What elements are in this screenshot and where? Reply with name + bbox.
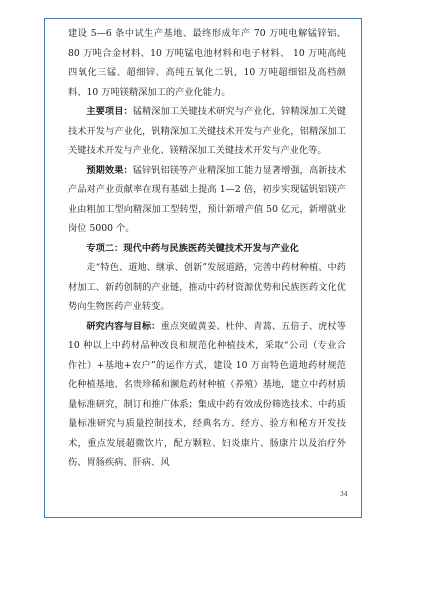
page-number: 34 <box>340 491 348 498</box>
main-projects-text: 锰精深加工关键技术研究与产业化，锌精深加工关键技术开发与产业化，钒精深加工关键技术开发与产业化，铝精深加工关键技术开发与产业化、镁精深加工关键技术开发与产业化等。 <box>68 106 347 156</box>
paragraph-production-capacity: 建设 5—6 条中试生产基地、最终形成年产 70 万吨电解锰锌铝、80 万吨合金材料、10 万吨锰电池材料和电子材料、 10 万吨高纯四氧化三锰、超细锌、高纯五氧化二钒，10 万吨超细铝及高档颜料、10 万吨镁精深加工的产业化能力。 <box>68 28 346 98</box>
paragraph-development-path: 走“特色、道地、继承、创新”发展道路，完善中药材种植、中药材加工、新药创制的产业链，推动中药材资源优势和民族医药文化优势向生物医药产业转变。 <box>68 262 346 312</box>
research-goals-text: 重点突破黄姜、杜仲、青蒿、五倍子、虎杖等 10 种以上中药材品种改良和规范化种植技术，采取“公司（专业合作社）+基地+农户”的运作方式，建设 10 万亩特色道地药材规范化种植基地、名贵珍稀和濒危药材种植（养殖）基地，建立中药材质量标准研究，制订和推广体系；集成中药有效成份筛选技术、中药质量标准研究与质量控制技术，经典名方、经方、验方和秘方开发技术，重点发展超微饮片，配方颗粒、妇炎康片、肠康片以及治疗外伤、胃肠疾病、肝病、风 <box>68 320 346 468</box>
paragraph-expected-effects <box>68 161 346 239</box>
section-heading: 专项二：现代中药与民族医药关键技术开发与产业化 <box>86 242 299 254</box>
paragraph-research-goals <box>68 317 346 473</box>
main-projects-label: 主要项目： <box>86 106 133 117</box>
paragraph-main-projects <box>68 102 346 161</box>
research-goals-label: 研究内容与目标： <box>86 320 161 332</box>
expected-effects-label: 预期效果： <box>86 164 133 176</box>
expected-effects-text: 锰锌钒铝镁等产业精深加工能力显著增强，高新技术产品对产业贡献率在现有基础上提高 1—2 倍，初步实现锰钒铝镁产业由粗加工型向精深加工型转型，预计新增产值 50 亿元，新增就业岗位 5000 个。 <box>68 164 347 234</box>
document-body <box>68 24 346 473</box>
